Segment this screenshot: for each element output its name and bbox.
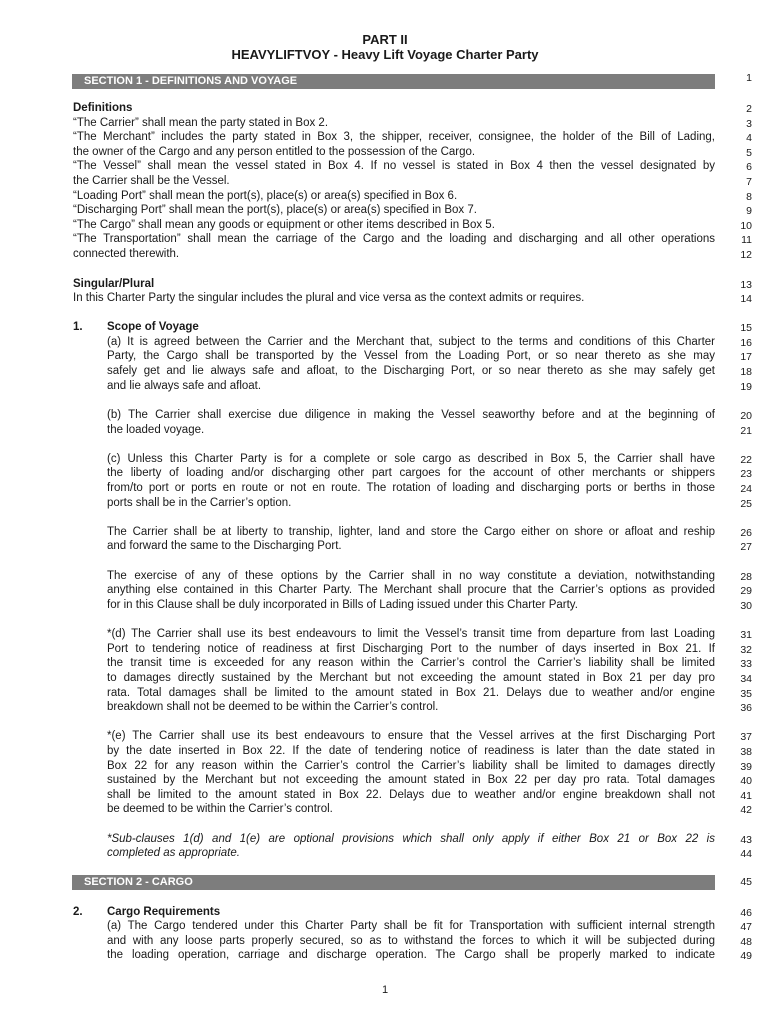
clause-2a-line: (a) The Cargo tendered under this Charter Party shall be fit for Transportation with sufficient internal strength bbox=[107, 920, 715, 932]
line-number: 19 bbox=[740, 381, 752, 393]
line-number: 27 bbox=[740, 541, 752, 553]
line-number: 31 bbox=[740, 629, 752, 641]
line-number: 9 bbox=[746, 205, 752, 217]
line-number: 33 bbox=[740, 658, 752, 670]
line-number: 43 bbox=[740, 834, 752, 846]
clause-1b-line: the loaded voyage. bbox=[107, 424, 205, 436]
clause-1e-line: be deemed to be within the Carrier’s control. bbox=[107, 803, 333, 815]
clause-1a-line: safely get and lie always safe and afloat, to the Discharging Port, or so near thereto as she may safely get bbox=[107, 365, 715, 377]
section-2-label: SECTION 2 - CARGO bbox=[84, 876, 193, 888]
line-number: 1 bbox=[746, 72, 752, 84]
clause-1-heading: Scope of Voyage bbox=[107, 321, 199, 333]
line-number: 46 bbox=[740, 907, 752, 919]
line-number: 42 bbox=[740, 804, 752, 816]
clause-1e-line: by the date inserted in Box 22. If the date of tendering notice of readiness is later than the date stated in bbox=[107, 745, 715, 757]
definition-line: “Discharging Port” shall mean the port(s), place(s) or area(s) specified in Box 7. bbox=[73, 204, 477, 216]
clause-1-options-line: The exercise of any of these options by the Carrier shall in no way constitute a deviation, notwithstanding bbox=[107, 570, 715, 582]
definition-line: the owner of the Cargo and any person entitled to the possession of the Cargo. bbox=[73, 146, 476, 158]
section-2-header bbox=[72, 875, 715, 890]
clause-2-number: 2. bbox=[73, 906, 83, 918]
line-number: 23 bbox=[740, 468, 752, 480]
definitions-heading: Definitions bbox=[73, 102, 133, 114]
clause-1c-line: the liberty of loading and/or discharging other part cargoes for the account of other merchants or shippers bbox=[107, 467, 715, 479]
line-number: 3 bbox=[746, 118, 752, 130]
line-number: 41 bbox=[740, 790, 752, 802]
definition-line: “The Vessel” shall mean the vessel stated in Box 4. If no vessel is stated in Box 4 then the vessel designated by bbox=[73, 160, 715, 172]
line-number: 15 bbox=[740, 322, 752, 334]
line-number: 29 bbox=[740, 585, 752, 597]
line-number: 5 bbox=[746, 147, 752, 159]
clause-1c-line: ports shall be in the Carrier’s option. bbox=[107, 497, 292, 509]
clause-1c-line: (c) Unless this Charter Party is for a complete or sole cargo as described in Box 5, the Carrier shall have bbox=[107, 453, 715, 465]
definition-line: “The Transportation” shall mean the carriage of the Cargo and the loading and discharging and all other operations bbox=[73, 233, 715, 245]
singular-plural-text: In this Charter Party the singular includes the plural and vice versa as the context admits or requires. bbox=[73, 292, 585, 304]
line-number: 39 bbox=[740, 761, 752, 773]
line-number: 17 bbox=[740, 351, 752, 363]
line-number: 28 bbox=[740, 571, 752, 583]
definition-line: connected therewith. bbox=[73, 248, 180, 260]
clause-2-heading: Cargo Requirements bbox=[107, 906, 221, 918]
line-number: 34 bbox=[740, 673, 752, 685]
page-number: 1 bbox=[381, 984, 389, 996]
part-label: PART II bbox=[362, 32, 408, 47]
line-number: 49 bbox=[740, 950, 752, 962]
clause-1a-line: and lie always safe and afloat. bbox=[107, 380, 262, 392]
clause-1e-line: Box 22 for any reason within the Carrier’s control the Carrier’s liability shall be limited to damages directly bbox=[107, 760, 715, 772]
line-number: 8 bbox=[746, 191, 752, 203]
definition-line: “Loading Port” shall mean the port(s), place(s) or area(s) specified in Box 6. bbox=[73, 190, 458, 202]
line-number: 37 bbox=[740, 731, 752, 743]
line-number: 21 bbox=[740, 425, 752, 437]
line-number: 6 bbox=[746, 161, 752, 173]
clause-1d-line: Port to tendering notice of readiness at first Discharging Port to the number of days inserted in Box 21. If bbox=[107, 643, 715, 655]
line-number: 48 bbox=[740, 936, 752, 948]
line-number: 45 bbox=[740, 876, 752, 888]
line-number: 10 bbox=[740, 220, 752, 232]
clause-1-tranship-line: The Carrier shall be at liberty to tranship, lighter, land and store the Cargo either on shore or afloat and reship bbox=[107, 526, 715, 538]
definition-line: “The Cargo” shall mean any goods or equipment or other items described in Box 5. bbox=[73, 219, 495, 231]
clause-1-number: 1. bbox=[73, 321, 83, 333]
line-number: 20 bbox=[740, 410, 752, 422]
line-number: 35 bbox=[740, 688, 752, 700]
clause-1e-line: sustained by the Merchant but not exceeding the amount stated in Box 22 per day pro rata. Total damages bbox=[107, 774, 715, 786]
clause-1d-line: rata. Total damages shall be limited to the amount stated in Box 21. Delays due to weather and/or engine bbox=[107, 687, 715, 699]
clause-1a-line: (a) It is agreed between the Carrier and the Merchant that, subject to the terms and conditions of this Charter bbox=[107, 336, 715, 348]
clause-1d-line: to damages directly sustained by the Merchant but not exceeding the amount stated in Box 21 per day pro bbox=[107, 672, 715, 684]
line-number: 38 bbox=[740, 746, 752, 758]
optional-note-line: completed as appropriate. bbox=[107, 847, 240, 859]
line-number: 40 bbox=[740, 775, 752, 787]
clause-1d-line: breakdown shall not be deemed to be within the Carrier’s control. bbox=[107, 701, 439, 713]
line-number: 14 bbox=[740, 293, 752, 305]
clause-1e-line: shall be limited to the amount stated in Box 22. Delays due to weather and/or engine breakdown shall not bbox=[107, 789, 715, 801]
line-number: 32 bbox=[740, 644, 752, 656]
line-number: 18 bbox=[740, 366, 752, 378]
line-number: 12 bbox=[740, 249, 752, 261]
definition-line: “The Carrier” shall mean the party stated in Box 2. bbox=[73, 117, 329, 129]
clause-1-options-line: for in this Clause shall be duly incorporated in Bills of Lading issued under this Charter Party. bbox=[107, 599, 578, 611]
clause-2a-line: the loading operation, carriage and discharge operation. The Cargo shall be properly marked to indicate bbox=[107, 949, 715, 961]
clause-1d-line: the transit time is exceeded for any reason within the Carrier’s control the Carrier’s liability shall be limited bbox=[107, 657, 715, 669]
line-number: 11 bbox=[741, 234, 752, 246]
clause-1c-line: from/to port or ports en route or not en route. The rotation of loading and discharging ports or berths in those bbox=[107, 482, 715, 494]
line-number: 24 bbox=[740, 483, 752, 495]
line-number: 44 bbox=[740, 848, 752, 860]
line-number: 16 bbox=[740, 337, 752, 349]
singular-plural-heading: Singular/Plural bbox=[73, 278, 155, 290]
line-number: 26 bbox=[740, 527, 752, 539]
line-number: 22 bbox=[740, 454, 752, 466]
clause-2a-line: and with any loose parts properly secured, so as to withstand the forces to which it will be subjected during bbox=[107, 935, 715, 947]
line-number: 47 bbox=[740, 921, 752, 933]
clause-1a-line: Party, the Cargo shall be transported by the Vessel from the Loading Port, or so near thereto as she may bbox=[107, 350, 715, 362]
section-1-label: SECTION 1 - DEFINITIONS AND VOYAGE bbox=[84, 75, 298, 87]
clause-1-tranship-line: and forward the same to the Discharging Port. bbox=[107, 540, 342, 552]
section-1-header bbox=[72, 74, 715, 89]
line-number: 7 bbox=[746, 176, 752, 188]
line-number: 25 bbox=[740, 498, 752, 510]
clause-1e-line: *(e) The Carrier shall use its best endeavours to ensure that the Vessel arrives at the first Discharging Port bbox=[107, 730, 715, 742]
definition-line: the Carrier shall be the Vessel. bbox=[73, 175, 230, 187]
line-number: 13 bbox=[740, 279, 752, 291]
line-number: 36 bbox=[740, 702, 752, 714]
definition-line: “The Merchant” includes the party stated in Box 3, the shipper, receiver, consignee, the holder of the Bill of Lading, bbox=[73, 131, 715, 143]
line-number: 4 bbox=[746, 132, 752, 144]
clause-1d-line: *(d) The Carrier shall use its best endeavours to limit the Vessel’s transit time from departure from last Loading bbox=[107, 628, 715, 640]
optional-note-line: *Sub-clauses 1(d) and 1(e) are optional provisions which shall only apply if either Box 21 or Box 22 is bbox=[107, 833, 715, 845]
clause-1b-line: (b) The Carrier shall exercise due diligence in making the Vessel seaworthy before and at the beginning of bbox=[107, 409, 715, 421]
clause-1-options-line: anything else contained in this Charter Party. The Merchant shall procure that the Carrier’s options as provided bbox=[107, 584, 715, 596]
document-title: HEAVYLIFTVOY - Heavy Lift Voyage Charter Party bbox=[231, 47, 539, 62]
line-number: 30 bbox=[740, 600, 752, 612]
line-number: 2 bbox=[746, 103, 752, 115]
